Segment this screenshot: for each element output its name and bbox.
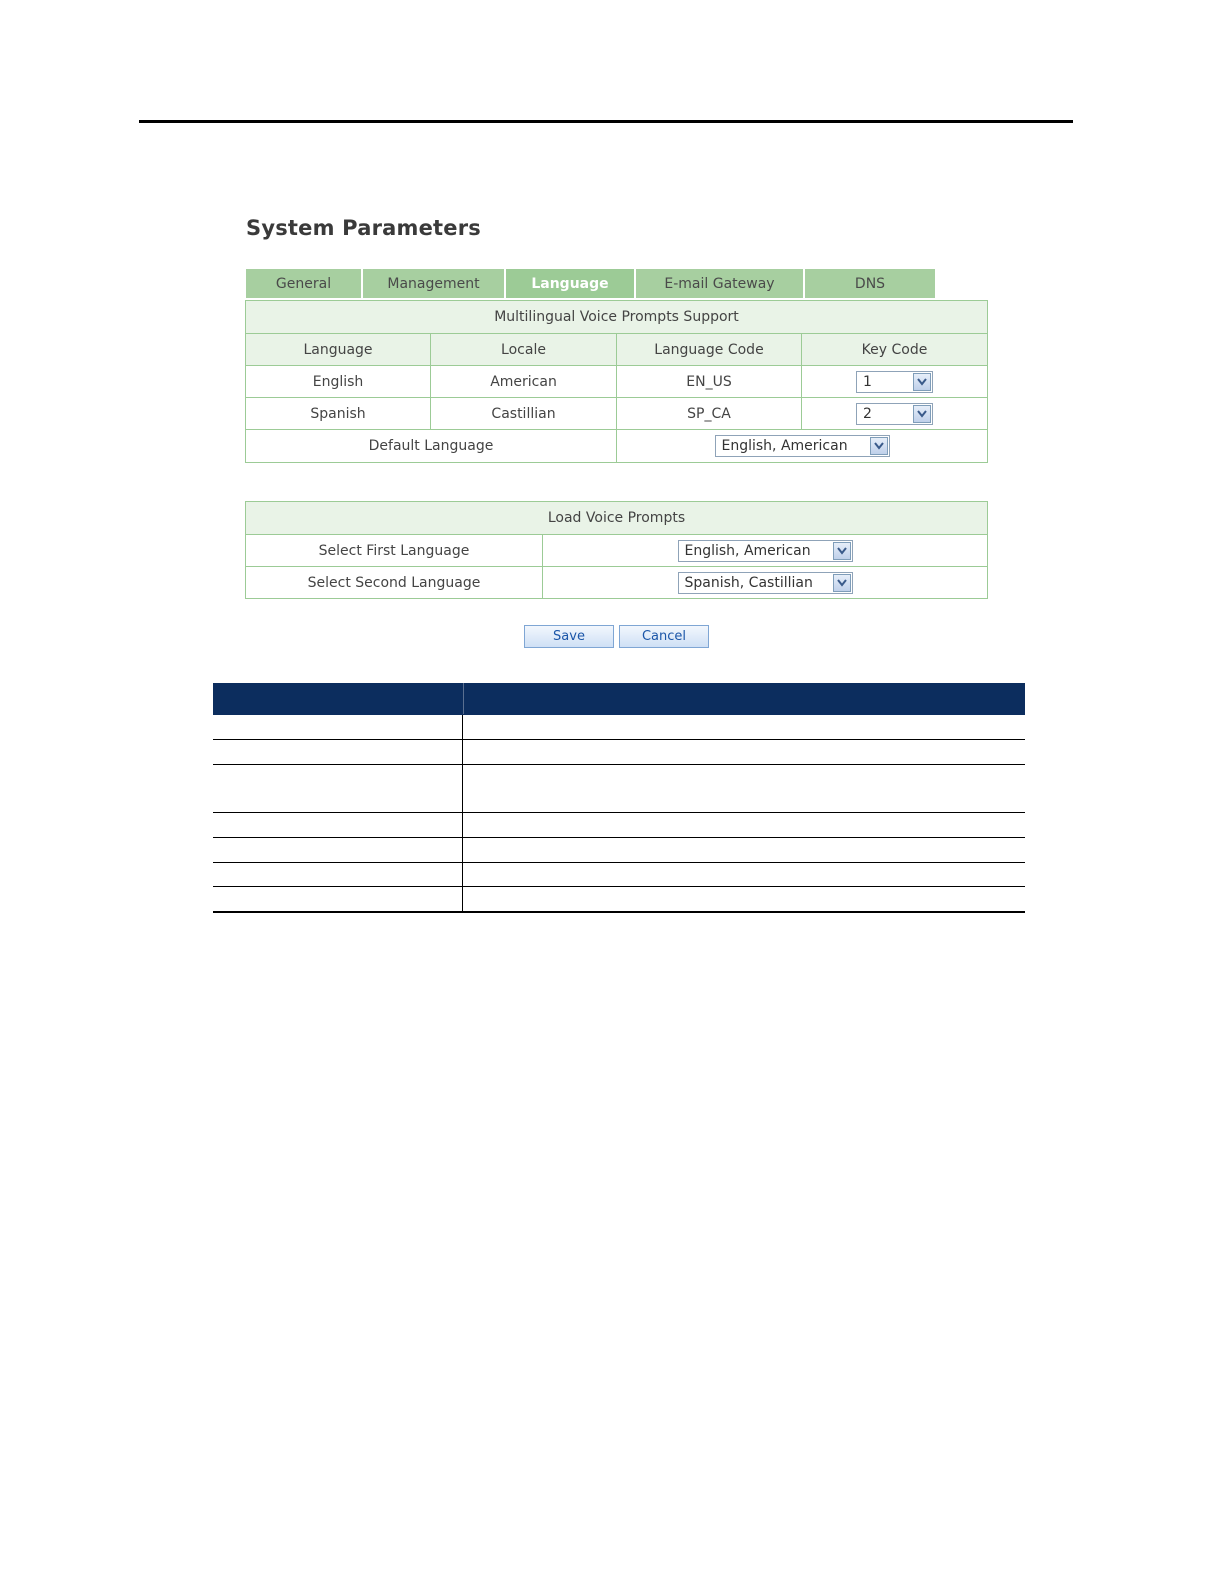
language-code-cell: EN_US (617, 366, 802, 397)
description-table-header (213, 683, 1025, 715)
default-language-row (246, 430, 987, 462)
table-cell (213, 813, 463, 837)
page-title: System Parameters (246, 216, 481, 240)
table-cell (213, 887, 463, 911)
description-table (213, 683, 1025, 913)
table-cell (213, 740, 463, 764)
first-language-row (246, 535, 987, 567)
table-cell (463, 765, 1025, 812)
table-cell (213, 715, 463, 739)
header-cell (213, 683, 464, 714)
select-value: 2 (863, 405, 872, 422)
select-value: English, American (721, 438, 848, 454)
language-row (246, 398, 987, 430)
language-row (246, 366, 987, 398)
column-header-row (246, 334, 987, 366)
default-language-label: Default Language (246, 430, 617, 462)
load-prompts-title: Load Voice Prompts (246, 502, 987, 535)
first-language-select[interactable] (678, 540, 853, 562)
second-language-cell (543, 567, 987, 599)
chevron-down-icon[interactable] (833, 574, 851, 592)
table-row (213, 765, 1025, 813)
table-cell (463, 715, 1025, 739)
table-cell (213, 838, 463, 862)
tab-email-gateway[interactable]: E-mail Gateway (636, 269, 805, 298)
header-rule (139, 120, 1073, 123)
tab-bar (246, 269, 935, 298)
table-cell (213, 863, 463, 886)
multilingual-panel (245, 300, 988, 463)
column-header-language: Language (246, 334, 431, 365)
second-language-row (246, 567, 987, 599)
first-language-label: Select First Language (246, 535, 543, 566)
header-cell (464, 683, 1025, 714)
language-cell: Spanish (246, 398, 431, 429)
table-cell (463, 740, 1025, 764)
table-cell (463, 813, 1025, 837)
tab-dns[interactable]: DNS (805, 269, 935, 298)
table-row (213, 813, 1025, 838)
save-button[interactable]: Save (524, 625, 614, 648)
table-row (213, 715, 1025, 740)
key-code-cell (802, 366, 987, 397)
table-row (213, 887, 1025, 913)
chevron-down-icon[interactable] (913, 373, 931, 391)
table-cell (463, 838, 1025, 862)
column-header-language-code: Language Code (617, 334, 802, 365)
load-prompts-panel (245, 501, 988, 599)
multilingual-panel-title: Multilingual Voice Prompts Support (246, 301, 987, 334)
tab-language[interactable]: Language (506, 269, 636, 298)
default-language-cell (617, 430, 987, 462)
default-language-select[interactable] (715, 435, 890, 457)
column-header-locale: Locale (431, 334, 617, 365)
select-value: English, American (684, 542, 811, 559)
key-code-cell (802, 398, 987, 429)
table-row (213, 740, 1025, 765)
table-cell (463, 863, 1025, 886)
chevron-down-icon[interactable] (833, 542, 851, 560)
second-language-select[interactable] (678, 572, 853, 594)
tab-management[interactable]: Management (363, 269, 506, 298)
language-code-cell: SP_CA (617, 398, 802, 429)
column-header-key-code: Key Code (861, 341, 928, 358)
tab-general[interactable]: General (246, 269, 363, 298)
table-cell (213, 765, 463, 812)
second-language-label: Select Second Language (246, 567, 543, 599)
select-value: 1 (863, 373, 872, 390)
cancel-button[interactable]: Cancel (619, 625, 709, 648)
chevron-down-icon[interactable] (870, 437, 888, 455)
key-code-select-english[interactable] (856, 371, 933, 393)
chevron-down-icon[interactable] (913, 405, 931, 423)
locale-cell: American (431, 366, 617, 397)
select-value: Spanish, Castillian (684, 575, 813, 591)
language-cell: English (246, 366, 431, 397)
locale-cell: Castillian (431, 398, 617, 429)
table-row (213, 863, 1025, 887)
key-code-select-spanish[interactable] (856, 403, 933, 425)
first-language-cell (543, 535, 987, 566)
table-row (213, 838, 1025, 863)
table-cell (463, 887, 1025, 911)
